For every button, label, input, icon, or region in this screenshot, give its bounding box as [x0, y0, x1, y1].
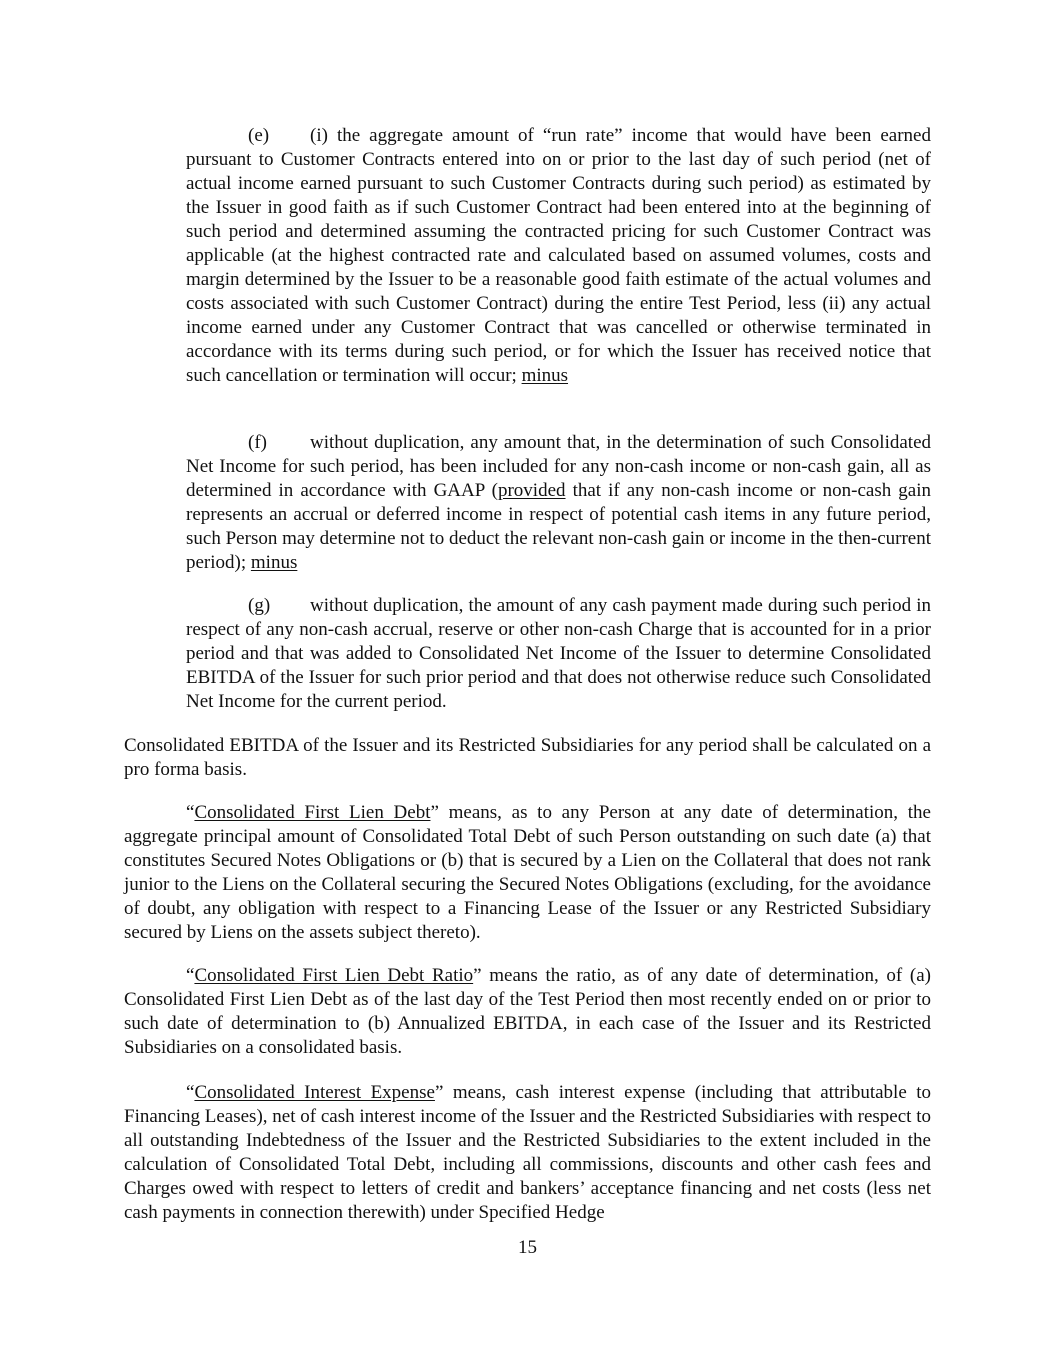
- clause-f: [186, 431, 931, 575]
- definition-text: ” means the ratio, as of any date of determination, of (a) Consolidated First Lien Debt as of the last day of the Test Period then most recently ended on or prior to such date of determination to (b) Annualized EBITDA, in each case of the Issuer and its Restricted Subsidiaries on a consolidated basis.: [124, 965, 932, 1058]
- underlined-term: provided: [497, 480, 566, 501]
- clause-text: (i) the aggregate amount of “run rate” income that would have been earned pursuant to Customer Contracts entered into on or prior to the last day of such period (net of actual income earned pursuant to such Customer Contracts during such period) as estimated by the Issuer in good faith as if such Customer Contract had been entered into at the beginning of such period and determined assuming the contracted pricing for such Customer Contract was applicable (at the highest contracted rate and calculated based on assumed volumes, costs and margin determined by the Issuer to be a reasonable good faith estimate of the actual volumes and costs associated with such Customer Contract) during the entire Test Period, less (ii) any actual income earned under any Customer Contract that was cancelled or otherwise terminated in accordance with its terms during such period, or for which the Issuer has received notice that such cancellation or termination will occur;: [186, 125, 931, 386]
- quote: “: [186, 965, 195, 986]
- clause-label: (e): [248, 125, 270, 146]
- defined-term: Consolidated Interest Expense: [194, 1082, 435, 1103]
- definition-first-lien-debt: [124, 801, 931, 945]
- underlined-term: minus: [521, 365, 569, 386]
- defined-term: Consolidated First Lien Debt: [194, 802, 431, 823]
- quote: “: [186, 1082, 195, 1103]
- underlined-term: minus: [250, 552, 298, 573]
- page-number: 15: [518, 1237, 537, 1258]
- clause-label: (f): [248, 432, 267, 453]
- definition-text: ” means, cash interest expense (including that attributable to Financing Leases), net of cash interest income of the Issuer and the Restricted Subsidiaries with respect to all outstanding Indebtedness of the Issuer and the Restricted Subsidiaries to the extent included in the calculation of Consolidated Total Debt, including all commissions, discounts and other cash fees and Charges owed with respect to letters of credit and bankers’ acceptance financing and net costs (less net cash payments in connection therewith) under Specified Hedge: [124, 1082, 931, 1223]
- definition-text: ” means, as to any Person at any date of determination, the aggregate principal amount of Consolidated Total Debt of such Person outstanding on such date (a) that constitutes Secured Notes Obligations or (b) that is secured by a Lien on the Collateral that does not rank junior to the Liens on the Collateral securing the Secured Notes Obligations (excluding, for the avoidance of doubt, any obligation with respect to a Financing Lease of the Issuer or any Restricted Subsidiary secured by Liens on the assets subject thereto).: [124, 802, 931, 943]
- clause-text: without duplication, any amount that, in the determination of such Consolidated Net Income for such period, has been included for any non-cash income or non-cash gain, all as determined in accordance with GAAP (: [186, 432, 931, 501]
- definition-first-lien-ratio: [124, 964, 931, 1060]
- defined-term: Consolidated First Lien Debt Ratio: [194, 965, 474, 986]
- definition-interest-expense: [124, 1081, 931, 1225]
- clause-text: without duplication, the amount of any cash payment made during such period in respect of any non-cash accrual, reserve or other non-cash Charge that is accounted for in a prior period and that was added to Consolidated Net Income of the Issuer to determine Consolidated EBITDA of the Issuer for such prior period and that does not otherwise reduce such Consolidated Net Income for the current period.: [186, 595, 931, 712]
- clause-text: that if any non-cash income or non-cash gain represents an accrual or deferred income in respect of potential cash items in any future period, such Person may determine not to deduct the relevant non-cash gain or income in the then-current period);: [186, 480, 931, 573]
- clause-g: [186, 594, 931, 714]
- clause-label: (g): [248, 595, 271, 616]
- clause-e: [186, 124, 931, 388]
- pro-forma-paragraph: Consolidated EBITDA of the Issuer and its Restricted Subsidiaries for any period shall be calculated on a pro forma basis.: [124, 735, 931, 780]
- quote: “: [186, 802, 195, 823]
